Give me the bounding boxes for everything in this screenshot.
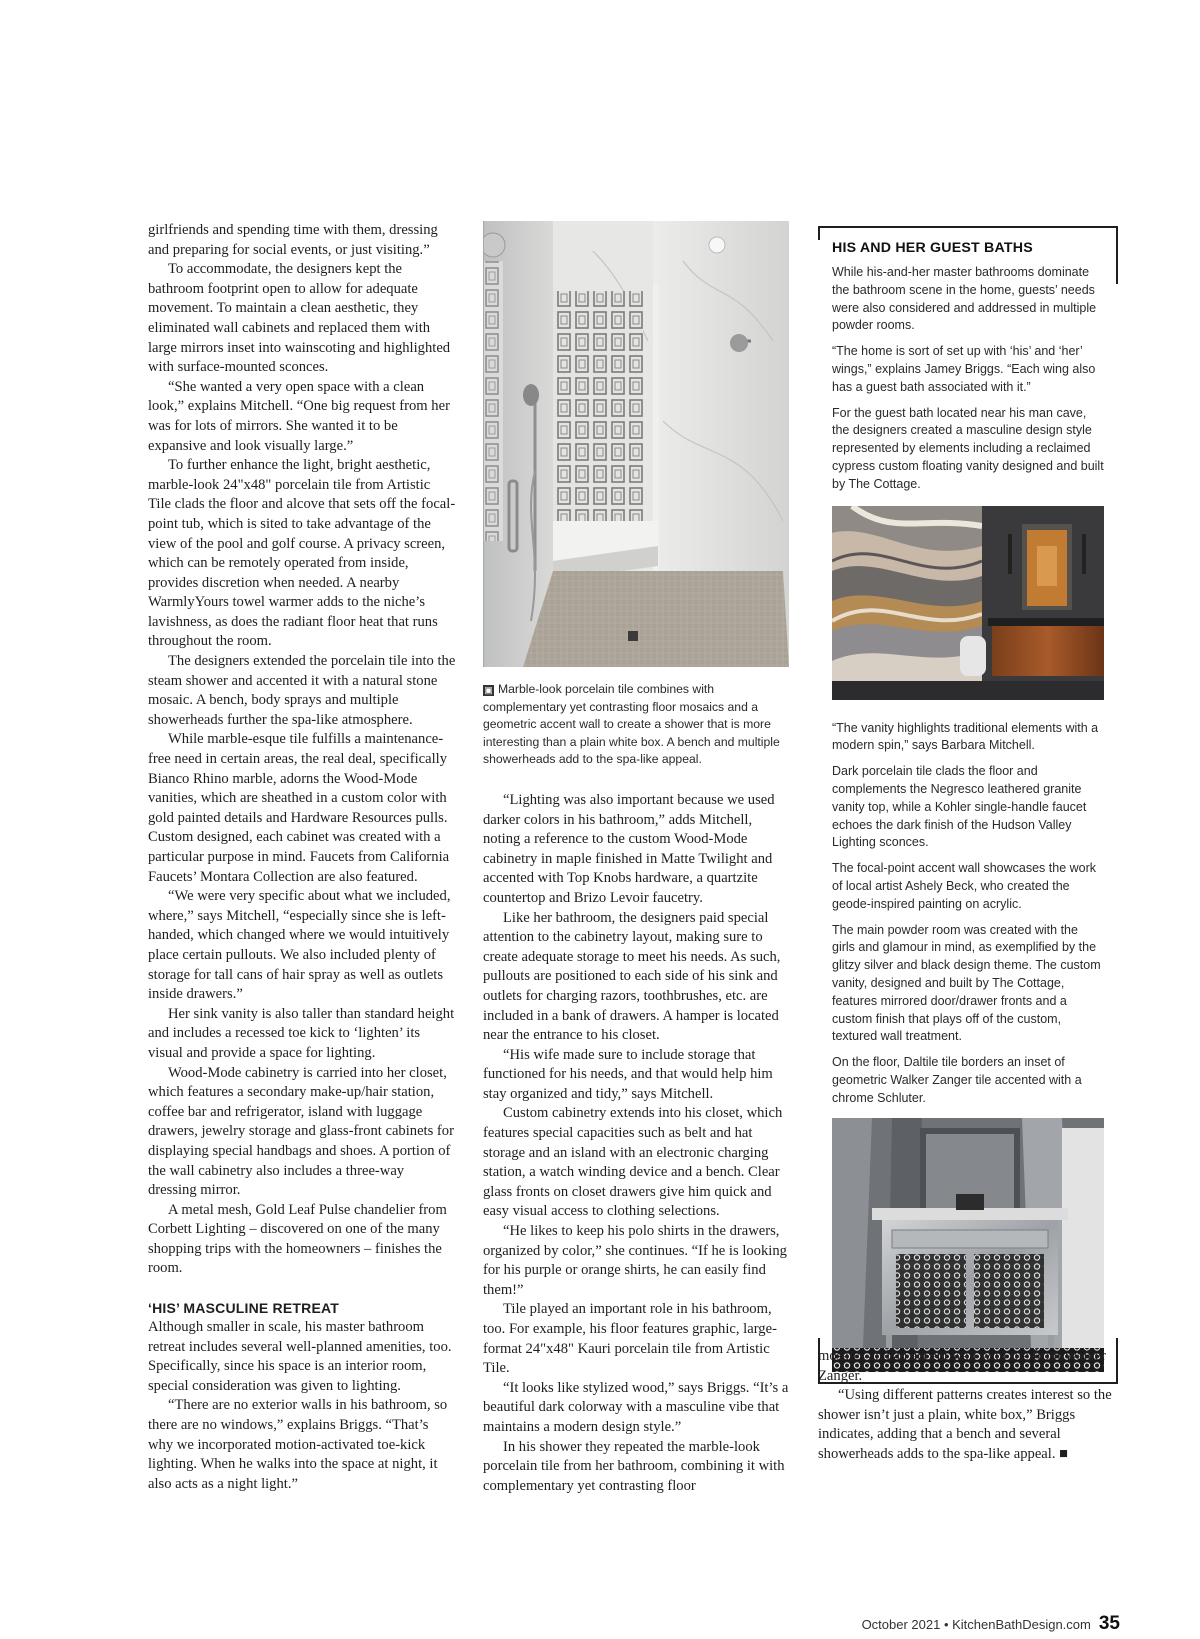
body-paragraph: “We were very specific about what we included, where,” says Mitchell, “especially since she is left-handed, which changed where we would intuitively place certain pullouts. We also included plenty of storage for tall cans of hair spray as well as outlets inside drawers.” xyxy=(148,888,451,1003)
guest-bath-photo-image xyxy=(832,506,1104,700)
section-subhead: ‘HIS’ MASCULINE RETREAT xyxy=(148,1300,340,1317)
article-column-2-text xyxy=(483,791,789,1496)
caption-text: Marble-look porcelain tile combines with complementary yet contrasting floor mosaics and a geometric accent wall to create a shower that is more interesting than a plain white box. A bench and multiple showerheads add to the spa-like appeal. xyxy=(483,682,780,767)
body-paragraph: To accommodate, the designers kept the bathroom footprint open to allow for adequate movement. To maintain a clean aesthetic, they eliminated wall cabinets and replaced them with large mirrors inset into wainscoting and highlighted with surface-mounted sconces. xyxy=(148,261,451,376)
sidebar-paragraph: Dark porcelain tile clads the floor and complements the Negresco leathered granite vanity top, while a Kohler single-handle faucet echoes the dark finish of the Hudson Valley Lighting sconces. xyxy=(832,764,1087,850)
sidebar-paragraph: The main powder room was created with the girls and glamour in mind, as exemplified by the glitzy silver and black design theme. The custom vanity, designed and built by The Cottage, features mirrored door/drawer fronts and a custom finish that plays off of the custom, textured wall treatment. xyxy=(832,922,1101,1044)
sidebar-paragraph: The focal-point accent wall showcases the work of local artist Ashely Beck, who created the geode-inspired painting on acrylic. xyxy=(832,861,1097,911)
body-paragraph: Wood-Mode cabinetry is carried into her closet, which features a secondary make-up/hair station, coffee bar and refrigerator, island with luggage drawers, jewelry storage and glass-front cabinets for displaying special handbags and shoes. A portion of the wall cabinetry also includes a three-way dressing mirror. xyxy=(148,1064,454,1199)
page-footer xyxy=(862,1613,1120,1635)
body-paragraph: The designers extended the porcelain tile into the steam shower and accented it with a natural stone mosaic. A bench, body sprays and multiple showerheads further the spa-like atmosphere. xyxy=(148,653,456,728)
body-paragraph: Tile played an important role in his bathroom, too. For example, his floor features graphic, large-format 24"x48" Kauri porcelain tile from Artistic Tile. xyxy=(483,1301,777,1377)
body-paragraph: To further enhance the light, bright aesthetic, marble-look 24"x48" porcelain tile from Artistic Tile clads the floor and alcove that sets off the focal-point tub, which is sited to take advantage of the view of the pool and golf course. A privacy screen, which can be remotely operated from inside, provides discretion when needed. A nearby WarmlyYours towel warmer adds to the niche’s lavishness, as does the radiant floor heat that runs throughout the room. xyxy=(148,457,456,650)
shower-photo xyxy=(483,221,789,667)
body-paragraph: While marble-esque tile fulfills a maintenance-free need in certain areas, the real deal, specifically Bianco Rhino marble, adorns the Wood-Mode vanities, which are sheathed in a custom color with gold painted details and Hardware Resources pulls. Custom designed, each cabinet was created with a particular purpose in mind. Faucets from California Faucets’ Montara Collection are also featured. xyxy=(148,731,450,885)
body-paragraph: “Using different patterns creates interest so the shower isn’t just a plain, white box,” Briggs indicates, adding that a bench and several showerheads adds to the spa-like appeal. ■ xyxy=(818,1387,1112,1462)
powder-room-photo xyxy=(832,1118,1104,1372)
body-paragraph: mosaics and an accent wall with tile from Walker Zanger. xyxy=(818,1348,1106,1384)
sidebar-paragraph: “The home is sort of set up with ‘his’ and ‘her’ wings,” explains Jamey Briggs. “Each wing also has a guest bath associated with it.” xyxy=(832,344,1096,394)
body-paragraph: “His wife made sure to include storage that functioned for his needs, and that would help him stay organized and tidy,” says Mitchell. xyxy=(483,1046,773,1102)
camera-icon: ▣ xyxy=(484,685,493,695)
sidebar-title: HIS AND HER GUEST BATHS xyxy=(832,240,1033,256)
sidebar-paragraph: “The vanity highlights traditional elements with a modern spin,” says Barbara Mitchell. xyxy=(832,720,1099,753)
article-column-2 xyxy=(483,221,789,1496)
powder-room-photo-image xyxy=(832,1118,1104,1372)
article-column-1 xyxy=(148,221,456,1494)
body-paragraph: “It looks like stylized wood,” says Briggs. “It’s a beautiful dark colorway with a masculine vibe that maintains a modern design style.” xyxy=(483,1379,789,1435)
body-paragraph: Although smaller in scale, his master bathroom retreat includes several well-planned amenities, too. Specifically, since his space is an interior room, special consideration was given to lighting. xyxy=(148,1319,452,1394)
body-paragraph: “Lighting was also important because we used darker colors in his bathroom,” adds Mitchell, noting a reference to the custom Wood-Mode cabinetry in maple finished in Matte Twilight and accented with Top Knobs hardware, a quartzite countertop and Brizo Levoir faucetry. xyxy=(483,791,775,906)
sidebar-column xyxy=(818,221,1118,1462)
sidebar-paragraph: While his-and-her master bathrooms dominate the bathroom scene in the home, guests’ needs were also considered and addressed in multiple powder rooms. xyxy=(832,265,1097,333)
body-paragraph: girlfriends and spending time with them, dressing and preparing for social events, or just visiting.” xyxy=(148,222,438,258)
body-paragraph: Custom cabinetry extends into his closet, which features special capacities such as belt and hat storage and an island with an electronic charging station, a watch winding device and a bench. Clear glass fronts on closet drawers give him quick and easy visual access to clothing selections. xyxy=(483,1105,783,1220)
body-paragraph: In his shower they repeated the marble-look porcelain tile from her bathroom, combining it with complementary yet contrasting floor xyxy=(483,1438,785,1494)
article-column-3-text xyxy=(818,1347,1118,1465)
body-paragraph: Her sink vanity is also taller than standard height and includes a recessed toe kick to ‘lighten’ its visual and provide a space for lighting. xyxy=(148,1005,455,1061)
photo-caption xyxy=(483,681,789,769)
sidebar-paragraph: For the guest bath located near his man cave, the designers created a masculine design style represented by elements including a reclaimed cypress custom floating vanity designed and built by The Cottage. xyxy=(832,405,1104,491)
body-paragraph: “There are no exterior walls in his bathroom, so there are no windows,” explains Briggs. “That’s why we incorporated motion-activated toe-kick lighting. When he walks into the space at night, it also acts as a night light.” xyxy=(148,1397,448,1492)
guest-bath-photo xyxy=(832,506,1104,700)
body-paragraph: “She wanted a very open space with a clean look,” explains Mitchell. “One big request from her was for lots of mirrors. She wanted it to be expansive and look visually large.” xyxy=(148,378,450,454)
body-paragraph: A metal mesh, Gold Leaf Pulse chandelier from Corbett Lighting – discovered on one of the many shopping trips with the homeowners – finishes the room. xyxy=(148,1201,447,1277)
shower-photo-image xyxy=(483,221,789,667)
footer-issue: October 2021 • KitchenBathDesign.com xyxy=(861,1617,1091,1632)
guest-baths-sidebar xyxy=(818,240,1118,1372)
page-number: 35 xyxy=(1098,1613,1120,1634)
body-paragraph: “He likes to keep his polo shirts in the drawers, organized by color,” she continues. “If he is looking for his purple or orange shirts, he can easily find them!” xyxy=(483,1223,787,1298)
body-paragraph: Like her bathroom, the designers paid special attention to the cabinetry layout, making sure to create adequate storage to meet his needs. As such, pullouts are positioned to each side of his sink and outlets for charging razors, toothbrushes, etc. are included in a bank of drawers. A hamper is located near the entrance to his closet. xyxy=(483,909,781,1044)
sidebar-paragraph: On the floor, Daltile tile borders an inset of geometric Walker Zanger tile accented with a chrome Schluter. xyxy=(832,1055,1082,1105)
